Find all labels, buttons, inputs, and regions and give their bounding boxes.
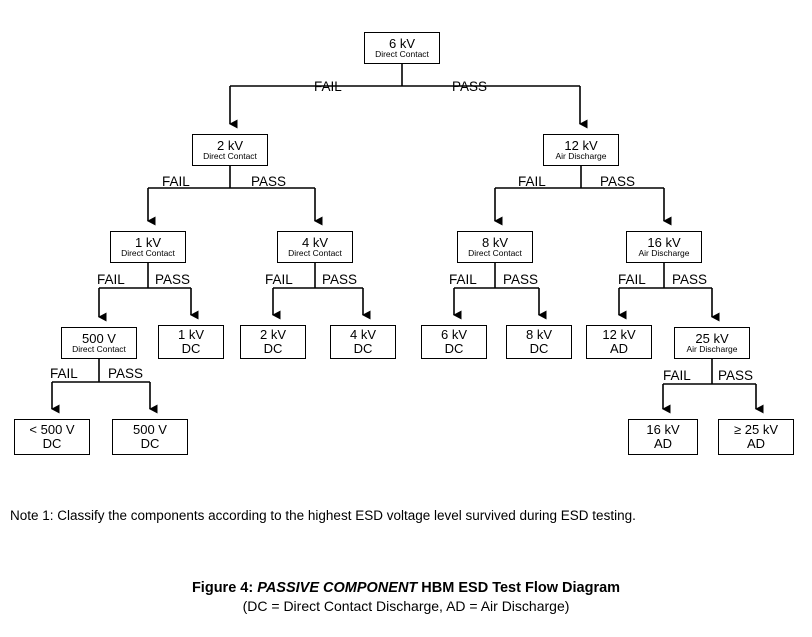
node-label-secondary: Direct Contact [468,248,522,259]
edge-label-e14: PASS [672,272,708,287]
node-r6kvdc [421,325,487,359]
node-n1kv [110,231,186,263]
caption-prefix: Figure 4: [191,580,258,596]
node-label-secondary: Air Discharge [555,151,607,162]
node-label-secondary: DC [444,341,464,356]
node-label-secondary: DC [181,341,201,356]
edge-label-e11: FAIL [449,272,477,287]
node-label-secondary: DC [353,341,373,356]
node-label-secondary: Direct Contact [375,49,429,60]
node-label-primary: 12 kV [602,327,636,343]
node-label-primary: < 500 V [29,422,75,438]
edge-label-e2: PASS [452,79,488,94]
edge-label-e5: FAIL [518,174,546,189]
node-r4kvdc [330,325,396,359]
caption-italic: PASSIVE COMPONENT [257,580,418,596]
node-rge25 [718,419,794,455]
node-n16kv [626,231,702,263]
node-n12kv [543,134,619,166]
edge-label-e12: PASS [503,272,539,287]
figure-caption [0,580,812,614]
node-label-primary: 25 kV [695,330,729,346]
node-label-primary: 16 kV [646,422,680,438]
node-n500v [61,327,137,359]
node-n4kv [277,231,353,263]
node-label-secondary: AD [653,436,673,451]
edge-label-e7: FAIL [97,272,125,287]
node-label-secondary: Direct Contact [121,248,175,259]
node-n25kv [674,327,750,359]
node-label-primary: 12 kV [564,137,598,153]
node-label-secondary: Air Discharge [638,248,690,259]
node-label-secondary: Direct Contact [72,344,126,355]
node-r16kvad [628,419,698,455]
edge-label-e16: PASS [108,366,144,381]
node-label-secondary: DC [529,341,549,356]
caption-subtitle: (DC = Direct Contact Discharge, AD = Air Discharge) [242,598,570,614]
node-label-secondary: Direct Contact [288,248,342,259]
edge-label-e8: PASS [155,272,191,287]
node-label-secondary: AD [746,436,766,451]
node-label-primary: 500 V [133,422,167,438]
node-label-primary: ≥ 25 kV [734,422,778,438]
node-r500vdc [112,419,188,455]
node-label-primary: 2 kV [216,137,243,153]
node-r8kvdc [506,325,572,359]
node-r12kvad [586,325,652,359]
edge-label-e1: FAIL [314,79,342,94]
edge-label-e9: FAIL [265,272,293,287]
edge-label-e3: FAIL [162,174,190,189]
node-label-secondary: Direct Contact [203,151,257,162]
node-label-secondary: DC [42,436,62,451]
node-label-primary: 16 kV [647,234,681,250]
node-label-secondary: DC [263,341,283,356]
node-label-primary: 8 kV [481,234,508,250]
node-label-secondary: Air Discharge [686,344,738,355]
edge-label-e10: PASS [322,272,358,287]
edge-label-e17: FAIL [663,368,691,383]
node-label-primary: 1 kV [177,327,204,343]
node-n6kv [364,32,440,64]
node-label-primary: 6 kV [388,35,415,51]
edge-label-e6: PASS [600,174,636,189]
caption-suffix: HBM ESD Test Flow Diagram [417,580,621,596]
node-n8kv [457,231,533,263]
edge-label-e13: FAIL [618,272,646,287]
node-r1kvdc [158,325,224,359]
node-label-secondary: DC [140,436,160,451]
node-label-primary: 4 kV [349,327,376,343]
edge-label-e18: PASS [718,368,754,383]
node-label-secondary: AD [609,341,629,356]
node-label-primary: 8 kV [525,327,552,343]
node-label-primary: 6 kV [440,327,467,343]
node-label-primary: 500 V [82,330,116,346]
node-rlt500 [14,419,90,455]
node-label-primary: 2 kV [259,327,286,343]
diagram-note: Note 1: Classify the components according to the highest ESD voltage level survived during ESD testing. [10,508,636,523]
edge-label-e4: PASS [251,174,287,189]
node-label-primary: 1 kV [134,234,161,250]
node-n2kv [192,134,268,166]
node-r2kvdc [240,325,306,359]
edge-label-e15: FAIL [50,366,78,381]
node-label-primary: 4 kV [301,234,328,250]
